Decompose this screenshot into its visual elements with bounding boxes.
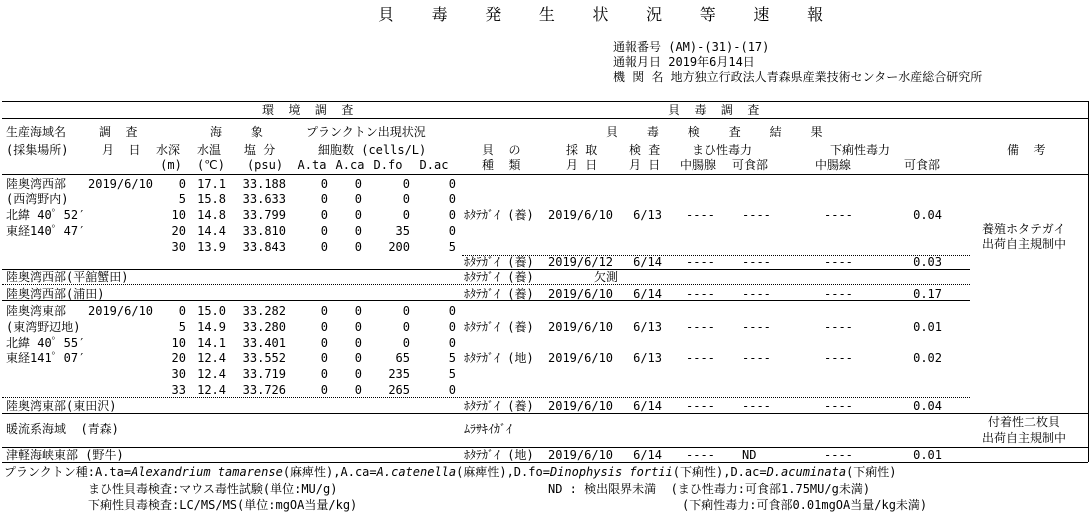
cell-ata: 0 xyxy=(320,320,328,334)
cell-p-edible: ---- xyxy=(742,208,771,222)
cell-depth: 30 xyxy=(171,240,186,254)
cell-p-edible: ND xyxy=(742,448,757,462)
col-depth-unit: (m) xyxy=(160,158,182,172)
col-shell-of: 貝 の xyxy=(482,143,521,157)
paralytic-test-note: まひ性貝毒検査:マウス毒性試験(単位:MU/g) xyxy=(88,482,338,496)
cell-dac: 0 xyxy=(448,336,456,350)
cell-test-date: 6/14 xyxy=(633,399,662,413)
cell-dac: 0 xyxy=(448,192,456,206)
col-plankton: プランクトン出現状況 xyxy=(306,125,426,139)
cell-dac: 0 xyxy=(448,383,456,397)
cell-p-midgut: ---- xyxy=(686,255,715,269)
remark-bivalve-line2: 出荷自主規制中 xyxy=(982,431,1067,445)
plankton-species-note: プランクトン種:A.ta=Alexandrium tamarense(麻痺性),A.ca=A.catenella(麻痺性),D.fo=Dinophysis fortii(下痢性),D.ac=D.acuminata(下痢性) xyxy=(4,465,897,479)
section-header-rule xyxy=(2,118,1088,119)
cell-sampling-date: 2019/6/10 xyxy=(548,287,614,301)
col-month-day: 月 日 xyxy=(102,143,141,157)
cell-area: 陸奥湾西部(浦田) xyxy=(6,287,105,301)
cell-p-edible: ---- xyxy=(742,255,771,269)
cell-d-midgut: ---- xyxy=(824,448,853,462)
cell-species: ﾎﾀﾃｶﾞｲ (養) xyxy=(464,270,534,284)
cell-d-edible: 0.01 xyxy=(913,448,942,462)
col-d-edible: 可食部 xyxy=(904,158,941,172)
col-cells: 細胞数 (cells/L) xyxy=(318,143,427,157)
agency-name: 機 関 名 地方独立行政法人青森県産業技術センター水産総合研究所 xyxy=(613,70,983,84)
nd-note: ND : 検出限界未満 (まひ性毒力:可食部1.75MU/g未満) xyxy=(548,482,871,496)
cell-area: 津軽海峡東部 (野牛) xyxy=(6,448,124,462)
cell-dfo: 35 xyxy=(395,224,410,238)
cell-dfo: 200 xyxy=(388,240,410,254)
cell-water-temp: 15.0 xyxy=(197,304,226,318)
cell-water-temp: 13.9 xyxy=(197,240,226,254)
cell-dac: 0 xyxy=(448,177,456,191)
cell-area: 陸奥湾東部(東田沢) xyxy=(6,399,117,413)
cell-dfo: 0 xyxy=(402,208,410,222)
cell-d-edible: 0.02 xyxy=(913,351,942,365)
cell-salinity: 33.188 xyxy=(242,177,286,191)
col-p-edible: 可食部 xyxy=(732,158,769,172)
cell-salinity: 33.633 xyxy=(242,192,286,206)
cell-water-temp: 14.4 xyxy=(197,224,226,238)
cell-d-midgut: ---- xyxy=(824,399,853,413)
cell-ata: 0 xyxy=(320,383,328,397)
cell-area: 東経141゜07′ xyxy=(6,351,86,365)
cell-water-temp: 14.9 xyxy=(197,320,226,334)
cell-depth: 10 xyxy=(171,336,186,350)
cell-test-date: 6/14 xyxy=(633,448,662,462)
col-dac: D.ac xyxy=(419,158,449,172)
cell-water-temp: 14.1 xyxy=(197,336,226,350)
cell-dfo: 0 xyxy=(402,192,410,206)
cell-area: 陸奥湾東部 xyxy=(6,304,67,318)
cell-salinity: 33.810 xyxy=(242,224,286,238)
cell-species: ﾑﾗｻｷｲｶﾞｲ xyxy=(464,422,513,436)
cell-p-midgut: ---- xyxy=(686,287,715,301)
report-title: 貝 毒 発 生 状 況 等 速 報 xyxy=(378,5,838,24)
cell-ata: 0 xyxy=(320,192,328,206)
cell-depth: 10 xyxy=(171,208,186,222)
cell-d-midgut: ---- xyxy=(824,255,853,269)
col-aca: A.ca xyxy=(335,158,365,172)
cell-dac: 5 xyxy=(448,351,456,365)
cell-area: (東湾野辺地) xyxy=(6,320,81,334)
cell-area: 陸奥湾西部 xyxy=(6,177,67,191)
cell-p-midgut: ---- xyxy=(686,351,715,365)
cell-salinity: 33.719 xyxy=(242,367,286,381)
col-area: 生産海域名 xyxy=(6,125,67,139)
cell-d-midgut: ---- xyxy=(824,320,853,334)
cell-p-edible: ---- xyxy=(742,399,771,413)
cell-species: ﾎﾀﾃｶﾞｲ (養) xyxy=(464,399,534,413)
cell-depth: 0 xyxy=(178,177,186,191)
cell-sampling-date: 2019/6/10 xyxy=(548,208,614,222)
col-test-md: 月 日 xyxy=(629,158,661,172)
cell-ata: 0 xyxy=(320,240,328,254)
cell-area: 北緯 40゜52′ xyxy=(6,208,86,222)
cell-p-edible: ---- xyxy=(742,351,771,365)
row-divider xyxy=(2,284,970,285)
cell-depth: 20 xyxy=(171,351,186,365)
cell-depth: 30 xyxy=(171,367,186,381)
cell-sampling-date: 2019/6/12 xyxy=(548,255,614,269)
toxin-survey-header: 貝 毒 調 査 xyxy=(668,103,760,117)
cell-test-date: 6/14 xyxy=(633,255,662,269)
col-test-results: 貝 毒 検 査 結 果 xyxy=(606,125,823,139)
cell-species: ﾎﾀﾃｶﾞｲ (地) xyxy=(464,448,534,462)
cell-test-date: 6/14 xyxy=(633,287,662,301)
cell-depth: 33 xyxy=(171,383,186,397)
cell-ata: 0 xyxy=(320,351,328,365)
cell-aca: 0 xyxy=(354,336,362,350)
cell-aca: 0 xyxy=(354,320,362,334)
cell-p-midgut: ---- xyxy=(686,448,715,462)
cell-d-edible: 0.04 xyxy=(913,208,942,222)
col-temp-unit: (℃) xyxy=(197,158,225,172)
col-water-temp: 水温 xyxy=(197,143,222,157)
cell-d-midgut: ---- xyxy=(824,287,853,301)
cell-area: 陸奥湾西部(平舘蟹田) xyxy=(6,270,129,284)
cell-dfo: 0 xyxy=(402,177,410,191)
cell-salinity: 33.843 xyxy=(242,240,286,254)
row-divider xyxy=(2,413,1088,414)
cell-dac: 0 xyxy=(448,224,456,238)
cell-aca: 0 xyxy=(354,208,362,222)
col-salinity: 塩 分 xyxy=(244,143,276,157)
cell-sampling-date: 2019/6/10 xyxy=(548,448,614,462)
cell-aca: 0 xyxy=(354,304,362,318)
col-sampling: 採 取 xyxy=(566,143,598,157)
cell-area: 暖流系海域 (青森) xyxy=(6,422,119,436)
cell-depth: 5 xyxy=(178,192,186,206)
col-ata: A.ta xyxy=(297,158,327,172)
cell-p-midgut: ---- xyxy=(686,320,715,334)
col-species: 種 類 xyxy=(482,158,521,172)
cell-area: 北緯 40゜55′ xyxy=(6,336,86,350)
col-paralytic: まひ性毒力 xyxy=(692,143,753,157)
cell-aca: 0 xyxy=(354,383,362,397)
cell-d-edible: 0.04 xyxy=(913,399,942,413)
remark-scallop-line2: 出荷自主規制中 xyxy=(982,237,1067,251)
table-right-border xyxy=(1088,101,1089,462)
cell-ata: 0 xyxy=(320,208,328,222)
cell-salinity: 33.552 xyxy=(242,351,286,365)
cell-d-midgut: ---- xyxy=(824,208,853,222)
cell-aca: 0 xyxy=(354,224,362,238)
cell-depth: 20 xyxy=(171,224,186,238)
cell-salinity: 33.280 xyxy=(242,320,286,334)
cell-dac: 5 xyxy=(448,367,456,381)
cell-salinity: 33.282 xyxy=(242,304,286,318)
cell-salinity: 33.799 xyxy=(242,208,286,222)
cell-aca: 0 xyxy=(354,351,362,365)
cell-species: ﾎﾀﾃｶﾞｲ (養) xyxy=(464,320,534,334)
col-sea: 海 象 xyxy=(210,125,263,139)
row-divider xyxy=(2,397,970,398)
cell-dac: 0 xyxy=(448,320,456,334)
report-date: 通報月日 2019年6月14日 xyxy=(613,55,755,69)
cell-d-edible: 0.03 xyxy=(913,255,942,269)
remark-scallop-line1: 養殖ホタテガイ xyxy=(982,222,1066,236)
cell-dfo: 65 xyxy=(395,351,410,365)
cell-salinity: 33.401 xyxy=(242,336,286,350)
cell-aca: 0 xyxy=(354,367,362,381)
cell-dfo: 0 xyxy=(402,336,410,350)
col-sampling-md: 月 日 xyxy=(566,158,598,172)
cell-ata: 0 xyxy=(320,304,328,318)
col-remarks: 備 考 xyxy=(1007,143,1046,157)
cell-dac: 5 xyxy=(448,240,456,254)
report-number: 通報番号 (AM)-(31)-(17) xyxy=(613,40,770,54)
col-depth: 水深 xyxy=(156,143,181,157)
cell-species: ﾎﾀﾃｶﾞｲ (地) xyxy=(464,351,534,365)
cell-aca: 0 xyxy=(354,240,362,254)
cell-water-temp: 12.4 xyxy=(197,367,226,381)
cell-area: 東経140゜47′ xyxy=(6,224,86,238)
cell-water-temp: 12.4 xyxy=(197,351,226,365)
col-sal-unit: (psu) xyxy=(246,158,284,172)
cell-sampling-date: 2019/6/10 xyxy=(548,399,614,413)
cell-d-edible: 0.01 xyxy=(913,320,942,334)
table-bottom-rule xyxy=(2,462,1088,463)
col-collect-place: (採集場所) xyxy=(6,143,69,157)
remark-bivalve-line1: 付着性二枚貝 xyxy=(988,415,1061,429)
cell-p-midgut: ---- xyxy=(686,208,715,222)
cell-d-midgut: ---- xyxy=(824,351,853,365)
cell-depth: 0 xyxy=(178,304,186,318)
col-test: 検 査 xyxy=(629,143,661,157)
cell-species: ﾎﾀﾃｶﾞｲ (養) xyxy=(464,255,534,269)
header-bottom-rule xyxy=(2,174,1088,175)
cell-test-date: 6/13 xyxy=(633,320,662,334)
col-survey: 調 査 xyxy=(99,125,138,139)
cell-dfo: 235 xyxy=(388,367,410,381)
cell-ata: 0 xyxy=(320,336,328,350)
cell-area: (西湾野内) xyxy=(6,192,69,206)
col-p-midgut: 中腸腺 xyxy=(680,158,717,172)
not-measured-label: 欠測 xyxy=(594,270,619,284)
cell-survey-date: 2019/6/10 xyxy=(88,304,154,318)
cell-dfo: 0 xyxy=(402,304,410,318)
cell-dfo: 265 xyxy=(388,383,410,397)
cell-water-temp: 12.4 xyxy=(197,383,226,397)
cell-test-date: 6/13 xyxy=(633,208,662,222)
cell-ata: 0 xyxy=(320,224,328,238)
cell-d-edible: 0.17 xyxy=(913,287,942,301)
cell-dac: 0 xyxy=(448,304,456,318)
cell-sampling-date: 2019/6/10 xyxy=(548,320,614,334)
env-survey-header: 環 境 調 査 xyxy=(262,103,354,117)
col-d-midgut: 中腸線 xyxy=(815,158,852,172)
row-divider xyxy=(462,255,970,256)
cell-p-midgut: ---- xyxy=(686,399,715,413)
cell-test-date: 6/13 xyxy=(633,351,662,365)
cell-water-temp: 14.8 xyxy=(197,208,226,222)
cell-ata: 0 xyxy=(320,177,328,191)
cell-species: ﾎﾀﾃｶﾞｲ (養) xyxy=(464,208,534,222)
cell-water-temp: 15.8 xyxy=(197,192,226,206)
cell-water-temp: 17.1 xyxy=(197,177,226,191)
cell-ata: 0 xyxy=(320,367,328,381)
diarrhetic-limit-note: (下痢性毒力:可食部0.01mgOA当量/kg未満) xyxy=(682,498,928,512)
cell-aca: 0 xyxy=(354,177,362,191)
cell-salinity: 33.726 xyxy=(242,383,286,397)
cell-dac: 0 xyxy=(448,208,456,222)
cell-p-edible: ---- xyxy=(742,287,771,301)
cell-p-edible: ---- xyxy=(742,320,771,334)
cell-aca: 0 xyxy=(354,192,362,206)
cell-species: ﾎﾀﾃｶﾞｲ (養) xyxy=(464,287,534,301)
cell-survey-date: 2019/6/10 xyxy=(88,177,154,191)
cell-dfo: 0 xyxy=(402,320,410,334)
col-dfo: D.fo xyxy=(373,158,403,172)
col-diarrhetic: 下痢性毒力 xyxy=(830,143,891,157)
cell-depth: 5 xyxy=(178,320,186,334)
cell-sampling-date: 2019/6/10 xyxy=(548,351,614,365)
diarrhetic-test-note: 下痢性貝毒検査:LC/MS/MS(単位:mgOA当量/kg) xyxy=(88,498,358,512)
table-top-rule xyxy=(2,101,1088,102)
